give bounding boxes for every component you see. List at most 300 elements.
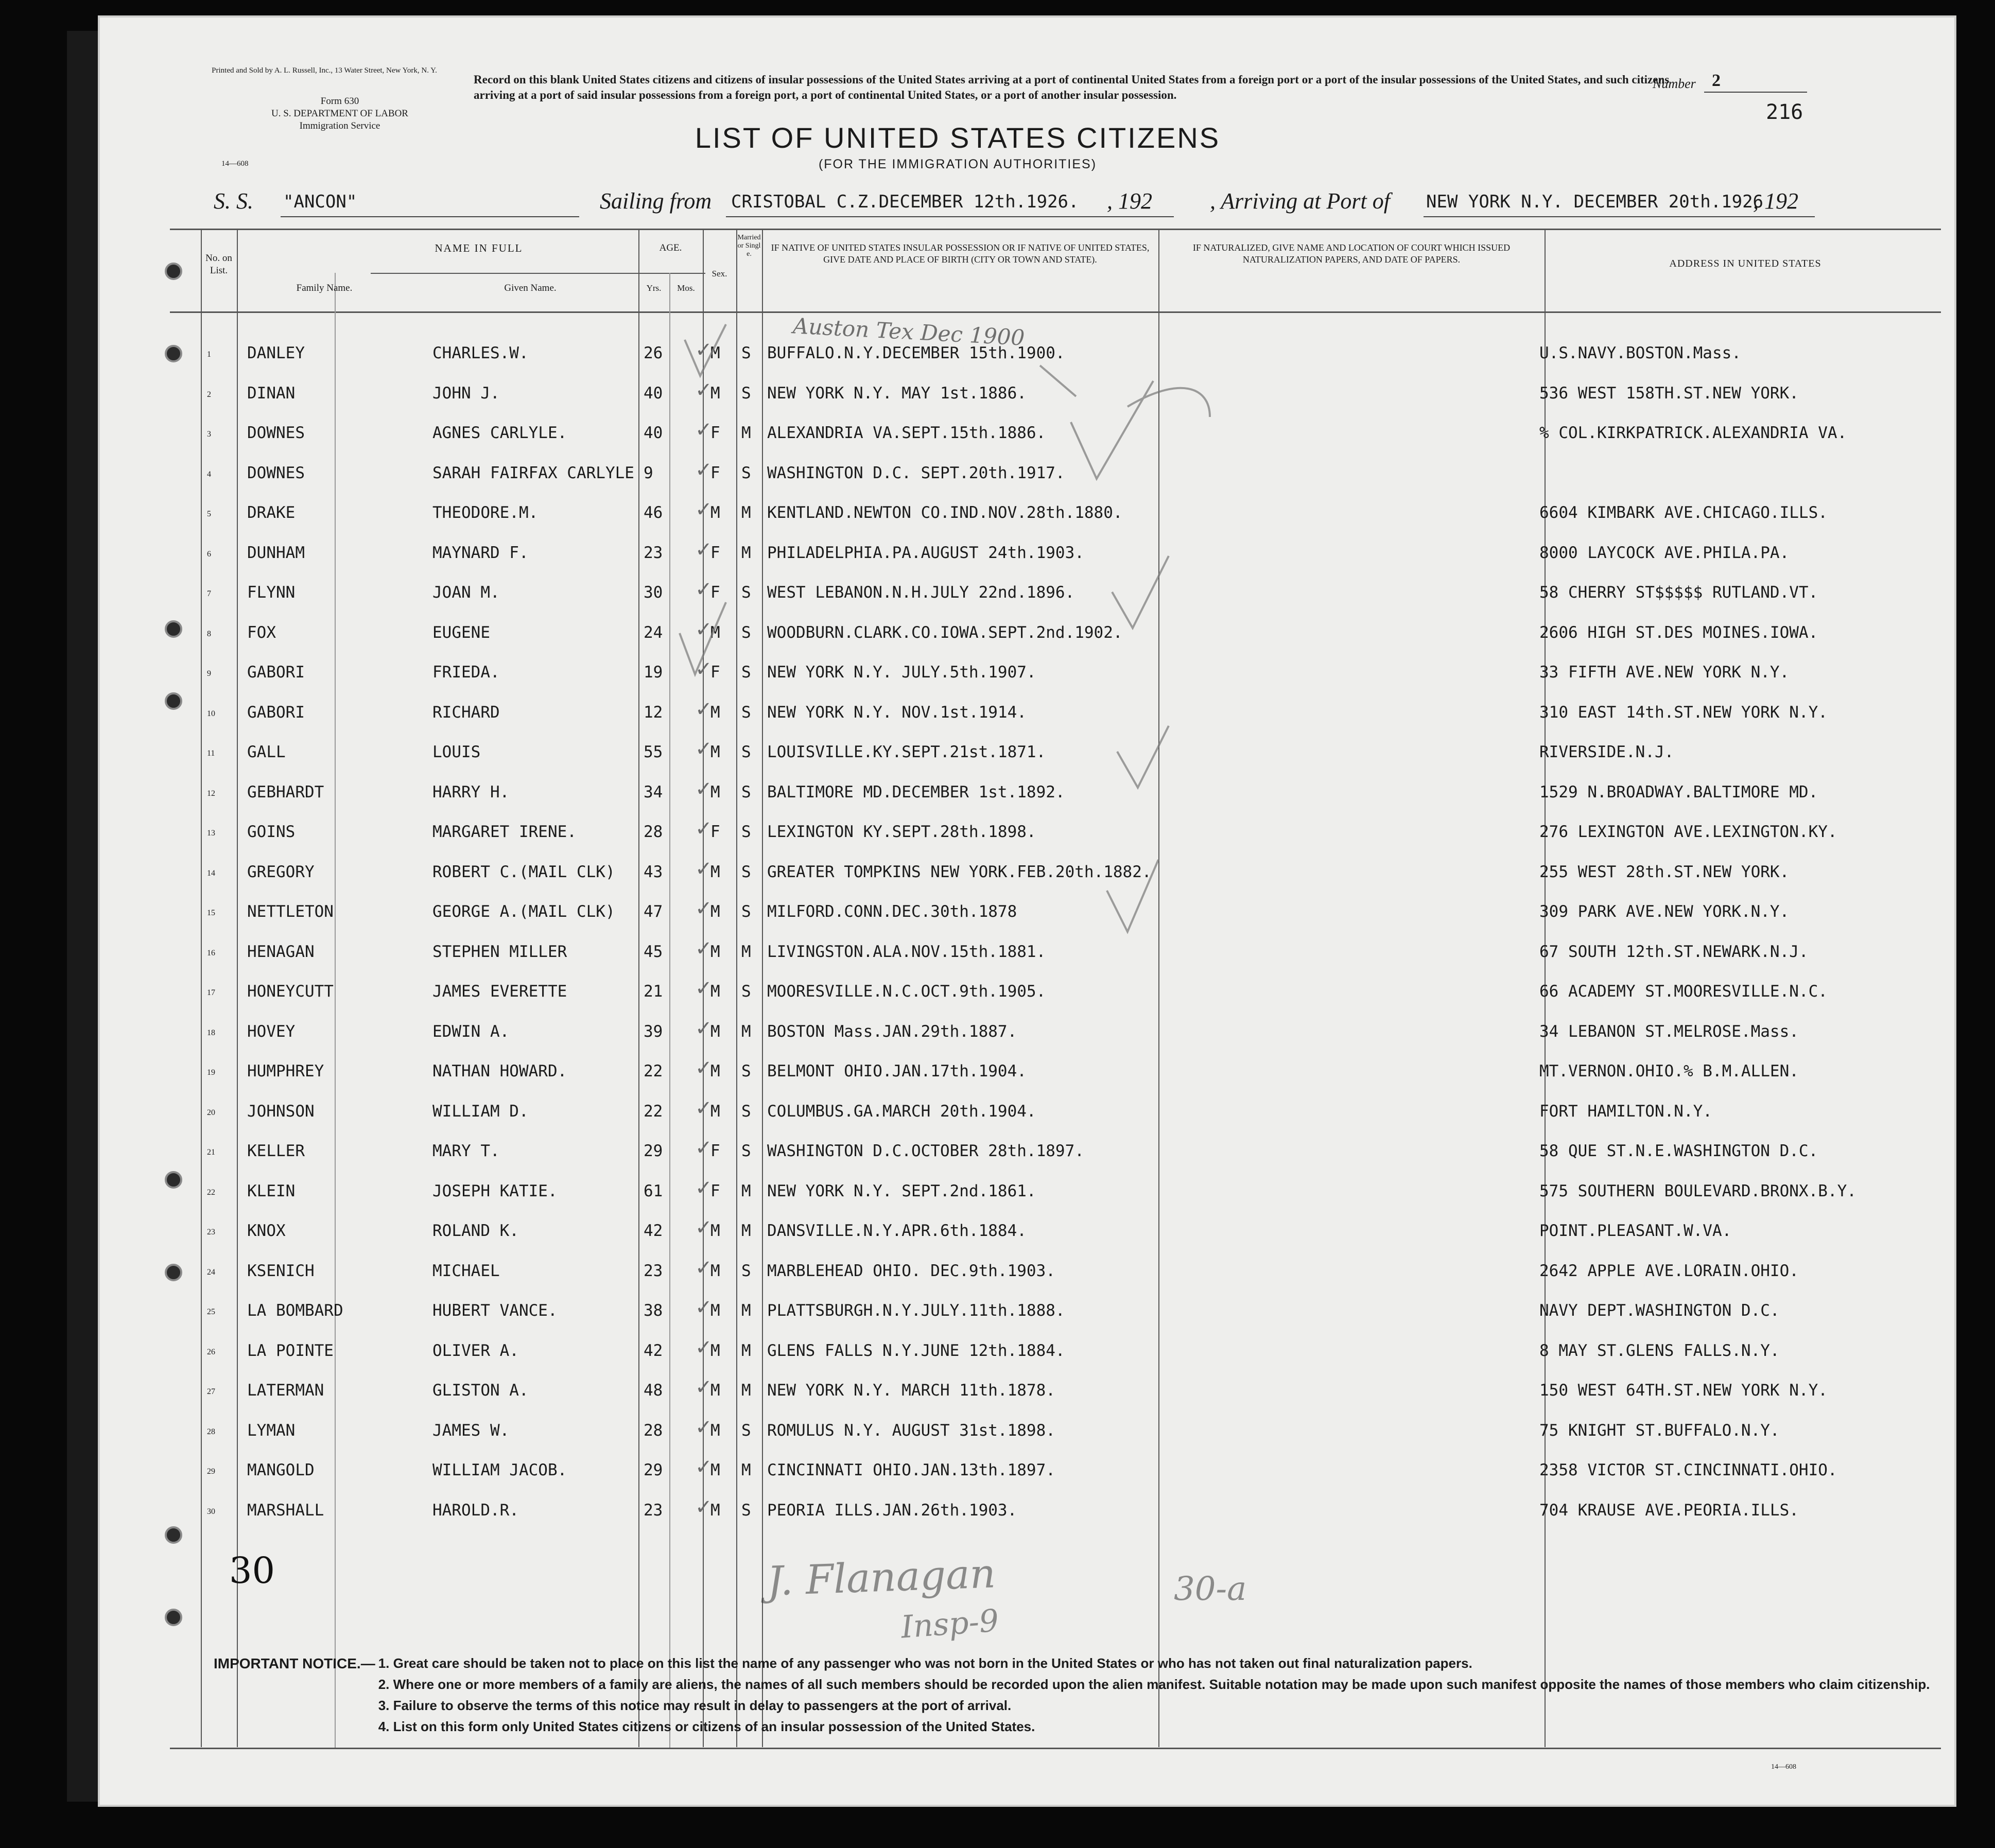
sex: M [710, 1261, 720, 1280]
marital-status: S [741, 1142, 751, 1160]
birth-place-date: NEW YORK N.Y. JULY.5th.1907. [767, 663, 1036, 682]
marital-status: S [741, 743, 751, 761]
marital-status: S [741, 902, 751, 921]
address: 536 WEST 158TH.ST.NEW YORK. [1539, 383, 1799, 403]
check-mark-icon: ✓ [695, 897, 713, 920]
address: MT.VERNON.OHIO.% B.M.ALLEN. [1539, 1062, 1799, 1080]
row-number: 25 [207, 1307, 215, 1316]
given-name: THEODORE.M. [432, 503, 539, 522]
given-name: WILLIAM JACOB. [432, 1461, 567, 1479]
check-mark-icon: ✓ [695, 1375, 713, 1399]
row-number: 28 [207, 1427, 215, 1436]
birth-place-date: PLATTSBURGH.N.Y.JULY.11th.1888. [767, 1301, 1065, 1320]
given-name: JOHN J. [432, 383, 500, 403]
given-name: EUGENE [432, 623, 490, 642]
punch-hole [165, 345, 182, 362]
birth-place-date: GLENS FALLS N.Y.JUNE 12th.1884. [767, 1341, 1065, 1360]
family-name: KNOX [247, 1222, 286, 1240]
family-name: DRAKE [247, 503, 296, 522]
check-mark-icon: ✓ [695, 697, 713, 721]
sex: F [710, 543, 720, 562]
check-mark-icon: ✓ [695, 1495, 713, 1519]
given-name: AGNES CARLYLE. [432, 424, 567, 442]
row-number: 5 [207, 510, 211, 518]
family-name: DOWNES [247, 424, 305, 442]
form-number: Form 630 [320, 96, 359, 107]
punch-hole [165, 692, 182, 710]
address: NAVY DEPT.WASHINGTON D.C. [1539, 1301, 1780, 1320]
check-mark-icon: ✓ [695, 537, 713, 561]
birth-place-date: LEXINGTON KY.SEPT.28th.1898. [767, 823, 1036, 841]
col-address: ADDRESS IN UNITED STATES [1669, 258, 1821, 269]
punch-hole [165, 263, 182, 280]
col-mos: Mos. [677, 283, 695, 293]
col-yrs: Yrs. [646, 283, 662, 293]
address: 310 EAST 14th.ST.NEW YORK N.Y. [1539, 703, 1828, 722]
address: POINT.PLEASANT.W.VA. [1539, 1222, 1732, 1240]
marital-status: M [741, 424, 751, 442]
check-mark-icon: ✓ [695, 418, 713, 441]
row-number: 1 [207, 350, 211, 359]
col-married-single: Married or Single. [737, 234, 761, 258]
address: 309 PARK AVE.NEW YORK.N.Y. [1539, 902, 1790, 921]
check-mark [1071, 381, 1153, 479]
sex: M [710, 782, 720, 801]
department: U. S. DEPARTMENT OF LABOR [271, 108, 408, 119]
service: Immigration Service [299, 120, 380, 131]
signature-count: 30-a [1174, 1570, 1247, 1608]
check-mark-icon: ✓ [695, 737, 713, 760]
birth-place-date: WEST LEBANON.N.H.JULY 22nd.1896. [767, 583, 1075, 602]
col-birth: IF NATIVE OF UNITED STATES INSULAR POSSESSION OR IF NATIVE OF UNITED STATES, GIVE DATE AND PLACE OF BIRTH (CITY OR TOWN AND STATE). [771, 242, 1150, 265]
address: U.S.NAVY.BOSTON.Mass. [1539, 344, 1741, 362]
family-name: FLYNN [247, 583, 296, 602]
address: 67 SOUTH 12th.ST.NEWARK.N.J. [1539, 942, 1809, 961]
address: 66 ACADEMY ST.MOORESVILLE.N.C. [1539, 982, 1828, 1001]
family-name: FOX [247, 623, 276, 642]
marital-status: S [741, 782, 751, 801]
arriving-label: , Arriving at Port of [1210, 188, 1390, 214]
check-marks-overlay [98, 15, 1956, 1807]
address: 276 LEXINGTON AVE.LEXINGTON.KY. [1539, 823, 1837, 841]
punch-hole [165, 620, 182, 638]
birth-place-date: NEW YORK N.Y. MARCH 11th.1878. [767, 1381, 1055, 1400]
family-name: MANGOLD [247, 1461, 315, 1479]
check-mark-icon: ✓ [695, 338, 713, 361]
marital-status: S [741, 583, 751, 602]
age-years: 23 [644, 543, 663, 562]
check-mark-icon: ✓ [695, 1016, 713, 1040]
address: 33 FIFTH AVE.NEW YORK N.Y. [1539, 663, 1790, 682]
family-name: LATERMAN [247, 1381, 324, 1400]
family-name: HUMPHREY [247, 1062, 324, 1080]
age-years: 28 [644, 1421, 663, 1440]
age-years: 24 [644, 623, 663, 642]
sex: M [710, 1461, 720, 1479]
sex: F [710, 583, 720, 602]
family-name: MARSHALL [247, 1501, 324, 1520]
notice-item-3: 3. Failure to observe the terms of this notice may result in delay to passengers at the port of arrival. [378, 1698, 1012, 1713]
marital-status: M [741, 503, 751, 522]
address: 8 MAY ST.GLENS FALLS.N.Y. [1539, 1341, 1780, 1360]
age-years: 29 [644, 1142, 663, 1160]
family-name: KELLER [247, 1142, 305, 1160]
given-name: CHARLES.W. [432, 344, 529, 362]
marital-status: S [741, 1501, 751, 1520]
sex: M [710, 623, 720, 642]
row-number: 14 [207, 868, 215, 878]
family-name: GABORI [247, 663, 305, 682]
given-name: EDWIN A. [432, 1022, 510, 1041]
marital-status: S [741, 703, 751, 722]
age-years: 55 [644, 743, 663, 761]
age-years: 40 [644, 424, 663, 442]
address: 704 KRAUSE AVE.PEORIA.ILLS. [1539, 1501, 1799, 1520]
check-mark-icon: ✓ [695, 857, 713, 880]
sex: M [710, 1301, 720, 1320]
given-name: HAROLD.R. [432, 1501, 519, 1520]
row-number: 12 [207, 789, 215, 798]
address: 6604 KIMBARK AVE.CHICAGO.ILLS. [1539, 503, 1828, 522]
age-years: 42 [644, 1341, 663, 1360]
check-mark-icon: ✓ [695, 936, 713, 960]
sex: M [710, 902, 720, 921]
address: FORT HAMILTON.N.Y. [1539, 1102, 1712, 1121]
marital-status: S [741, 1102, 751, 1121]
check-mark-icon: ✓ [695, 657, 713, 681]
row-number: 11 [207, 749, 215, 758]
row-number: 24 [207, 1267, 215, 1277]
marital-status: S [741, 383, 751, 403]
marital-status: S [741, 862, 751, 881]
page-title: LIST OF UNITED STATES CITIZENS [695, 121, 1221, 154]
family-name: JOHNSON [247, 1102, 315, 1121]
family-name: DOWNES [247, 463, 305, 482]
given-name: JAMES W. [432, 1421, 510, 1440]
age-years: 48 [644, 1381, 663, 1400]
given-name: GEORGE A.(MAIL CLK) [432, 902, 615, 921]
marital-status: S [741, 344, 751, 362]
check-mark-icon: ✓ [695, 817, 713, 840]
birth-place-date: DANSVILLE.N.Y.APR.6th.1884. [767, 1222, 1027, 1240]
birth-place-date: CINCINNATI OHIO.JAN.13th.1897. [767, 1461, 1055, 1479]
family-name: KSENICH [247, 1261, 315, 1280]
given-name: MARGARET IRENE. [432, 823, 577, 841]
sailing-value: CRISTOBAL C.Z.DECEMBER 12th.1926. [731, 191, 1079, 212]
birth-place-date: LIVINGSTON.ALA.NOV.15th.1881. [767, 942, 1046, 961]
marital-status: M [741, 942, 751, 961]
check-mark-icon: ✓ [695, 1136, 713, 1159]
printer-line: Printed and Sold by A. L. Russell, Inc., 13 Water Street, New York, N. Y. [212, 66, 437, 75]
birth-place-date: BUFFALO.N.Y.DECEMBER 15th.1900. [767, 344, 1065, 362]
given-name: STEPHEN MILLER [432, 942, 567, 961]
birth-place-date: BOSTON Mass.JAN.29th.1887. [767, 1022, 1017, 1041]
age-years: 45 [644, 942, 663, 961]
ship-label: S. S. [214, 188, 253, 214]
marital-status: M [741, 1022, 751, 1041]
row-number: 8 [207, 629, 211, 638]
given-name: GLISTON A. [432, 1381, 529, 1400]
sex: F [710, 424, 720, 442]
age-years: 12 [644, 703, 663, 722]
birth-place-date: NEW YORK N.Y. SEPT.2nd.1861. [767, 1181, 1036, 1200]
marital-status: M [741, 543, 751, 562]
given-name: NATHAN HOWARD. [432, 1062, 567, 1080]
check-mark-icon: ✓ [695, 1415, 713, 1439]
sex: M [710, 1222, 720, 1240]
notice-item-4: 4. List on this form only United States citizens or citizens of an insular possession of the United States. [378, 1719, 1035, 1734]
punch-hole [165, 1526, 182, 1544]
birth-place-date: MOORESVILLE.N.C.OCT.9th.1905. [767, 982, 1046, 1001]
check-mark-icon: ✓ [695, 1256, 713, 1279]
family-name: DANLEY [247, 344, 305, 362]
sex: M [710, 1022, 720, 1041]
given-name: ROLAND K. [432, 1222, 519, 1240]
family-name: HONEYCUTT [247, 982, 334, 1001]
punch-hole [165, 1264, 182, 1281]
birth-place-date: WASHINGTON D.C.OCTOBER 28th.1897. [767, 1142, 1084, 1160]
given-name: OLIVER A. [432, 1341, 519, 1360]
address: 150 WEST 64TH.ST.NEW YORK N.Y. [1539, 1381, 1828, 1400]
address: 2606 HIGH ST.DES MOINES.IOWA. [1539, 623, 1818, 642]
family-name: LA BOMBARD [247, 1301, 343, 1320]
signature-date: Insp-9 [899, 1602, 1000, 1646]
row-number: 30 [207, 1507, 215, 1516]
sex: M [710, 1102, 720, 1121]
check-mark-icon: ✓ [695, 1335, 713, 1359]
marital-status: S [741, 1261, 751, 1280]
marital-status: M [741, 1222, 751, 1240]
marital-status: M [741, 1181, 751, 1200]
address: 8000 LAYCOCK AVE.PHILA.PA. [1539, 543, 1790, 562]
family-name: NETTLETON [247, 902, 334, 921]
age-years: 39 [644, 1022, 663, 1041]
sex: M [710, 1062, 720, 1080]
year-blank-2: , 192 [1753, 188, 1798, 214]
marital-status: M [741, 1461, 751, 1479]
col-family-name: Family Name. [296, 283, 353, 293]
given-name: JAMES EVERETTE [432, 982, 567, 1001]
row-number: 23 [207, 1228, 215, 1236]
footer-form-code: 14—608 [1771, 1763, 1796, 1771]
ship-name: "ANCON" [283, 191, 357, 212]
given-name: HARRY H. [432, 782, 510, 801]
address: 58 CHERRY ST$$$$$ RUTLAND.VT. [1539, 583, 1818, 602]
row-number: 27 [207, 1387, 215, 1396]
age-years: 19 [644, 663, 663, 682]
age-years: 28 [644, 823, 663, 841]
family-name: GALL [247, 743, 286, 761]
given-name: HUBERT VANCE. [432, 1301, 558, 1320]
handwritten-birth-note: Auston Tex Dec 1900 [792, 313, 1026, 351]
form-code: 14—608 [221, 160, 249, 168]
birth-place-date: BALTIMORE MD.DECEMBER 1st.1892. [767, 782, 1065, 801]
age-years: 22 [644, 1102, 663, 1121]
sex: F [710, 1142, 720, 1160]
check-mark [1107, 860, 1158, 932]
birth-place-date: LOUISVILLE.KY.SEPT.21st.1871. [767, 743, 1046, 761]
birth-place-date: PEORIA ILLS.JAN.26th.1903. [767, 1501, 1017, 1520]
page-stamp: 216 [1766, 100, 1803, 124]
age-years: 23 [644, 1261, 663, 1280]
age-years: 34 [644, 782, 663, 801]
arriving-value: NEW YORK N.Y. DECEMBER 20th.1926 [1426, 191, 1764, 212]
punch-hole [165, 1171, 182, 1189]
page-subtitle: (FOR THE IMMIGRATION AUTHORITIES) [818, 157, 1097, 171]
family-name: LYMAN [247, 1421, 296, 1440]
inspector-signature: J. Flanagan [766, 1550, 997, 1605]
address: 75 KNIGHT ST.BUFFALO.N.Y. [1539, 1421, 1780, 1440]
row-number: 18 [207, 1028, 215, 1037]
manifest-sheet [98, 15, 1956, 1807]
marital-status: M [741, 1381, 751, 1400]
notice-item-2: 2. Where one or more members of a family are aliens, the names of all such members should be recorded upon the alien manifest. Suitable notation may be made upon such manifest opposite the names of those members who claim citizenship. [378, 1677, 1930, 1692]
birth-place-date: MARBLEHEAD OHIO. DEC.9th.1903. [767, 1261, 1055, 1280]
age-years: 22 [644, 1062, 663, 1080]
col-given-name: Given Name. [504, 283, 557, 293]
marital-status: M [741, 1341, 751, 1360]
age-years: 42 [644, 1222, 663, 1240]
record-note: Record on this blank United States citizens and citizens of insular possessions of the United States arriving at a port of continental United States from a foreign port or a port of the insular possessions of the United States, and such citizens arriving at a port of said insular possessions from a foreign port, a port of continental United States, or a port of another insular possession. [474, 73, 1670, 101]
sex: M [710, 1341, 720, 1360]
check-mark-icon: ✓ [695, 977, 713, 1000]
row-number: 13 [207, 829, 215, 838]
year-blank-1: , 192 [1107, 188, 1152, 214]
family-name: DINAN [247, 383, 296, 403]
birth-place-date: GREATER TOMPKINS NEW YORK.FEB.20th.1882. [767, 862, 1152, 881]
sex: M [710, 1381, 720, 1400]
age-years: 38 [644, 1301, 663, 1320]
age-years: 30 [644, 583, 663, 602]
marital-status: S [741, 823, 751, 841]
family-name: HOVEY [247, 1022, 296, 1041]
notice-heading: IMPORTANT NOTICE.— [214, 1655, 375, 1671]
birth-place-date: ROMULUS N.Y. AUGUST 31st.1898. [767, 1421, 1055, 1440]
birth-place-date: WOODBURN.CLARK.CO.IOWA.SEPT.2nd.1902. [767, 623, 1123, 642]
col-naturalized: IF NATURALIZED, GIVE NAME AND LOCATION OF COURT WHICH ISSUED NATURALIZATION PAPERS, AND DATE OF PAPERS. [1192, 242, 1511, 265]
address: 575 SOUTHERN BOULEVARD.BRONX.B.Y. [1539, 1181, 1857, 1200]
check-mark [685, 324, 726, 376]
check-mark-icon: ✓ [695, 777, 713, 800]
age-years: 61 [644, 1181, 663, 1200]
row-number: 22 [207, 1188, 215, 1197]
check-mark-icon: ✓ [695, 1216, 713, 1239]
age-years: 47 [644, 902, 663, 921]
important-notice [214, 1655, 1954, 1735]
sex: M [710, 503, 720, 522]
birth-place-date: MILFORD.CONN.DEC.30th.1878 [767, 902, 1017, 921]
address: 34 LEBANON ST.MELROSE.Mass. [1539, 1022, 1799, 1041]
marital-status: S [741, 663, 751, 682]
address: 58 QUE ST.N.E.WASHINGTON D.C. [1539, 1142, 1818, 1160]
row-number: 4 [207, 469, 211, 479]
punch-hole [165, 1609, 182, 1626]
row-number: 15 [207, 909, 215, 917]
given-name: FRIEDA. [432, 663, 500, 682]
age-years: 40 [644, 383, 663, 403]
birth-place-date: ALEXANDRIA VA.SEPT.15th.1886. [767, 424, 1046, 442]
row-number: 21 [207, 1148, 215, 1157]
family-name: KLEIN [247, 1181, 296, 1200]
sex: M [710, 862, 720, 881]
col-no: No. on List. [205, 253, 232, 276]
col-age: AGE. [659, 242, 682, 253]
given-name: ROBERT C.(MAIL CLK) [432, 862, 615, 881]
check-mark-icon: ✓ [695, 1096, 713, 1120]
row-number: 17 [207, 988, 215, 997]
check-mark-icon: ✓ [695, 578, 713, 601]
row-number: 10 [207, 709, 215, 718]
check-mark-icon: ✓ [695, 617, 713, 641]
age-years: 26 [644, 344, 663, 362]
family-name: GREGORY [247, 862, 315, 881]
age-years: 9 [644, 463, 653, 482]
given-name: MICHAEL [432, 1261, 500, 1280]
notice-item-1: 1. Great care should be taken not to place on this list the name of any passenger who was not born in the United States or who has not taken out final naturalization papers. [378, 1655, 1472, 1671]
marital-status: S [741, 982, 751, 1001]
check-mark-icon: ✓ [695, 1056, 713, 1079]
row-number: 16 [207, 948, 215, 957]
sex: M [710, 383, 720, 403]
sex: M [710, 743, 720, 761]
check-mark-icon: ✓ [695, 378, 713, 402]
address: 2642 APPLE AVE.LORAIN.OHIO. [1539, 1261, 1799, 1280]
sex: M [710, 942, 720, 961]
family-name: GOINS [247, 823, 296, 841]
age-years: 23 [644, 1501, 663, 1520]
row-number: 9 [207, 669, 211, 678]
row-number: 7 [207, 589, 211, 598]
marital-status: S [741, 1421, 751, 1440]
given-name: MAYNARD F. [432, 543, 529, 562]
given-name: LOUIS [432, 743, 481, 761]
marital-status: S [741, 1062, 751, 1080]
birth-place-date: NEW YORK N.Y. NOV.1st.1914. [767, 703, 1027, 722]
col-name-in-full: NAME IN FULL [435, 242, 523, 254]
family-name: LA POINTE [247, 1341, 334, 1360]
sex: F [710, 823, 720, 841]
check-mark-icon: ✓ [695, 458, 713, 481]
row-number: 3 [207, 430, 211, 439]
row-number: 29 [207, 1467, 215, 1476]
address: % COL.KIRKPATRICK.ALEXANDRIA VA. [1539, 424, 1847, 442]
family-name: GABORI [247, 703, 305, 722]
sex: M [710, 982, 720, 1001]
sex: M [710, 344, 720, 362]
row-number: 19 [207, 1068, 215, 1077]
given-name: SARAH FAIRFAX CARLYLE [432, 463, 634, 482]
given-name: MARY T. [432, 1142, 500, 1160]
given-name: JOAN M. [432, 583, 500, 602]
age-years: 43 [644, 862, 663, 881]
check-mark [1112, 556, 1169, 628]
row-number: 2 [207, 390, 211, 399]
birth-place-date: KENTLAND.NEWTON CO.IND.NOV.28th.1880. [767, 503, 1123, 522]
birth-place-date: COLUMBUS.GA.MARCH 20th.1904. [767, 1102, 1036, 1121]
address: 1529 N.BROADWAY.BALTIMORE MD. [1539, 782, 1818, 801]
given-name: JOSEPH KATIE. [432, 1181, 558, 1200]
row-number: 26 [207, 1347, 215, 1356]
check-mark-icon: ✓ [695, 1455, 713, 1478]
age-years: 21 [644, 982, 663, 1001]
sex: F [710, 463, 720, 482]
marital-status: S [741, 623, 751, 642]
family-name: HENAGAN [247, 942, 315, 961]
age-years: 29 [644, 1461, 663, 1479]
address: 255 WEST 28th.ST.NEW YORK. [1539, 862, 1790, 881]
check-mark [1117, 726, 1169, 788]
marital-status: M [741, 1301, 751, 1320]
